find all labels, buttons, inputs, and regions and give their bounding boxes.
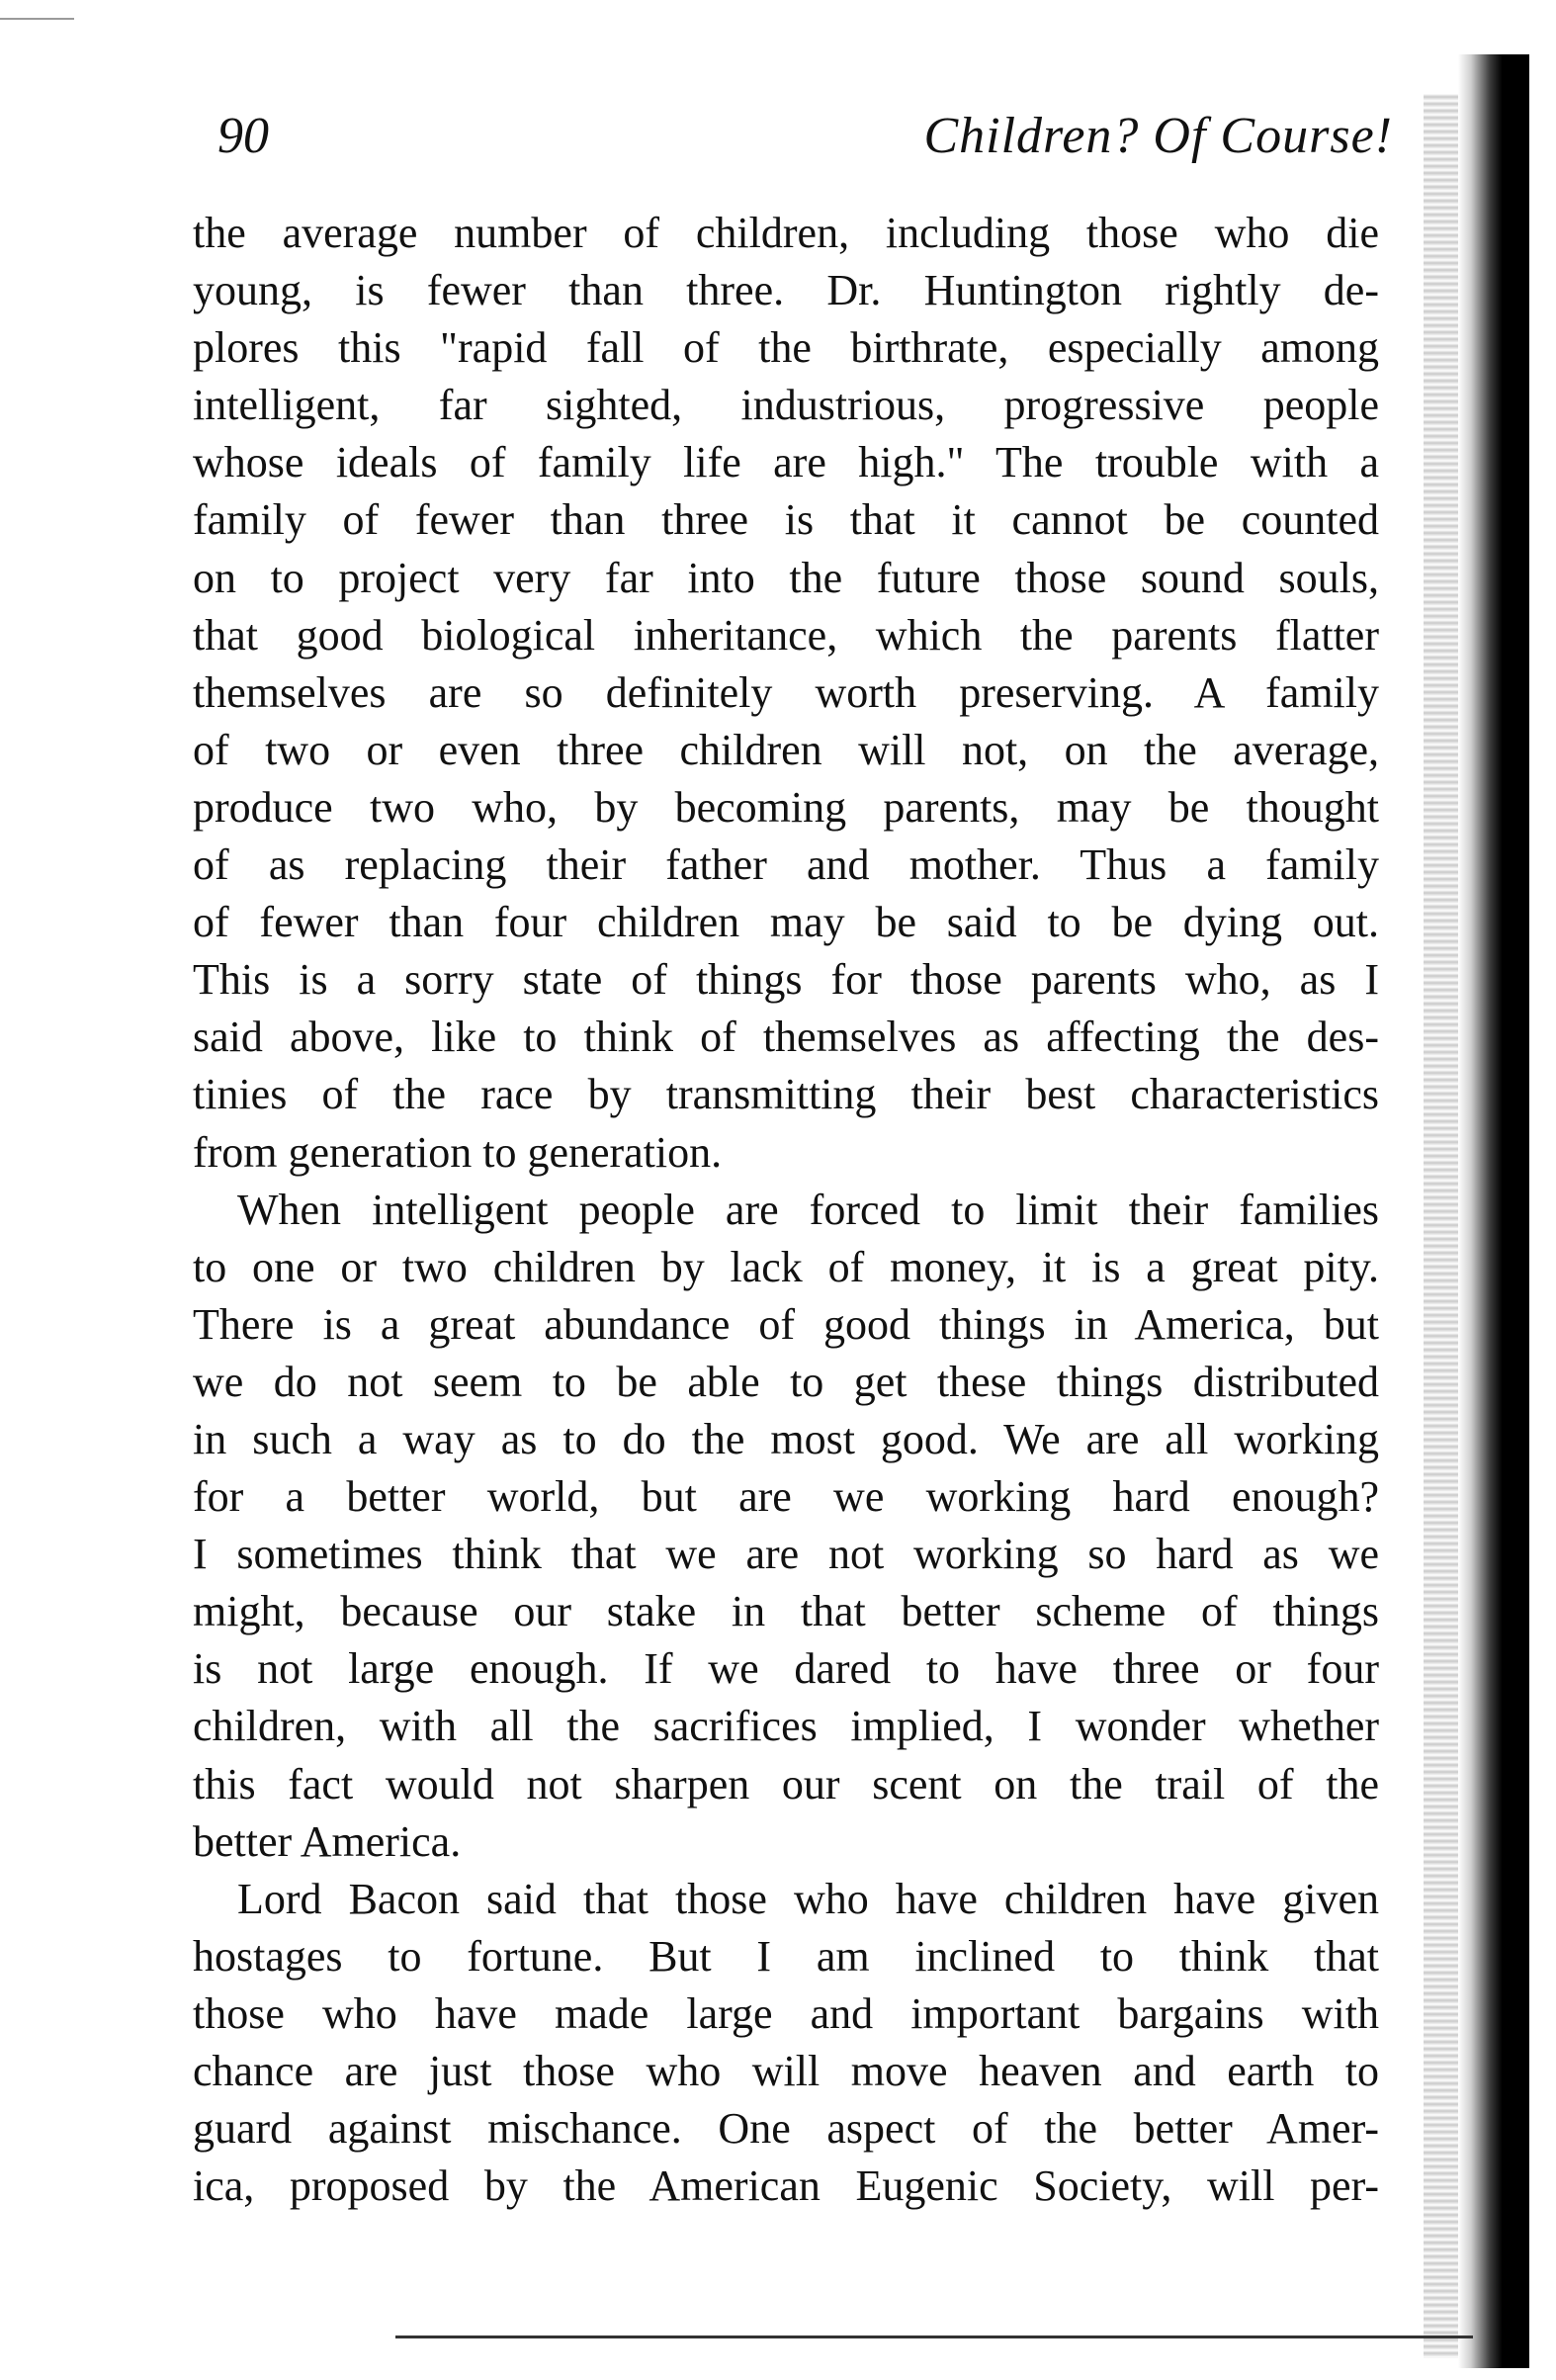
- bottom-edge-rule: [395, 2336, 1473, 2338]
- text-line: tinies of the race by transmitting their best characteristics: [193, 1070, 1379, 1119]
- text-line: is not large enough. If we dared to have three or four: [193, 1644, 1379, 1694]
- text-line: we do not seem to be able to get these things distributed: [193, 1357, 1379, 1406]
- text-line: whose ideals of family life are high." The trouble with a: [193, 438, 1379, 487]
- page-edge-shadow: [1424, 94, 1461, 2358]
- text-line: guard against mischance. One aspect of the better Amer-: [193, 2104, 1379, 2154]
- text-line: I sometimes think that we are not working so hard as we: [193, 1530, 1379, 1579]
- text-line: This is a sorry state of things for those parents who, as I: [193, 955, 1379, 1005]
- text-line: Lord Bacon said that those who have children have given: [237, 1874, 1379, 1923]
- text-line: this fact would not sharpen our scent on the trail of the: [193, 1759, 1379, 1808]
- text-line: said above, like to think of themselves as affecting the des-: [193, 1013, 1379, 1062]
- text-line: family of fewer than three is that it cannot be counted: [193, 495, 1379, 545]
- text-line: of two or even three children will not, on the average,: [193, 725, 1379, 774]
- text-line: When intelligent people are forced to limit their families: [237, 1185, 1379, 1234]
- text-line: themselves are so definitely worth preserving. A family: [193, 667, 1379, 717]
- text-line: those who have made large and important bargains with: [193, 1988, 1379, 2038]
- running-title: Children? Of Course!: [923, 108, 1393, 164]
- text-line: of as replacing their father and mother. Thus a family: [193, 840, 1379, 890]
- page-number: 90: [217, 108, 269, 164]
- text-line: young, is fewer than three. Dr. Huntington rightly de-: [193, 266, 1379, 315]
- text-line: for a better world, but are we working hard enough?: [193, 1472, 1379, 1522]
- text-line: produce two who, by becoming parents, may be thought: [193, 782, 1379, 832]
- book-spine-shadow: [1458, 54, 1529, 2368]
- text-line: on to project very far into the future those sound souls,: [193, 553, 1379, 602]
- text-line: ica, proposed by the American Eugenic Society, will per-: [193, 2161, 1379, 2211]
- text-line: plores this "rapid fall of the birthrate, especially among: [193, 323, 1379, 373]
- text-line: chance are just those who will move heaven and earth to: [193, 2047, 1379, 2095]
- text-line: the average number of children, including those who die: [193, 209, 1379, 257]
- text-line: might, because our stake in that better scheme of things: [193, 1587, 1379, 1636]
- text-line: to one or two children by lack of money, it is a great pity.: [193, 1242, 1379, 1291]
- text-line: hostages to fortune. But I am inclined to think that: [193, 1931, 1379, 1981]
- text-line: There is a great abundance of good things in America, but: [193, 1299, 1379, 1349]
- text-line: children, with all the sacrifices implied, I wonder whether: [193, 1702, 1379, 1751]
- text-line: better America.: [193, 1816, 462, 1866]
- top-edge-rule: [0, 18, 74, 20]
- text-line: of fewer than four children may be said to be dying out.: [193, 898, 1379, 947]
- text-line: from generation to generation.: [193, 1127, 723, 1177]
- text-line: in such a way as to do the most good. We are all working: [193, 1414, 1379, 1463]
- body-text: [193, 205, 1379, 2215]
- text-line: that good biological inheritance, which the parents flatter: [193, 610, 1379, 660]
- text-line: intelligent, far sighted, industrious, progressive people: [193, 381, 1379, 430]
